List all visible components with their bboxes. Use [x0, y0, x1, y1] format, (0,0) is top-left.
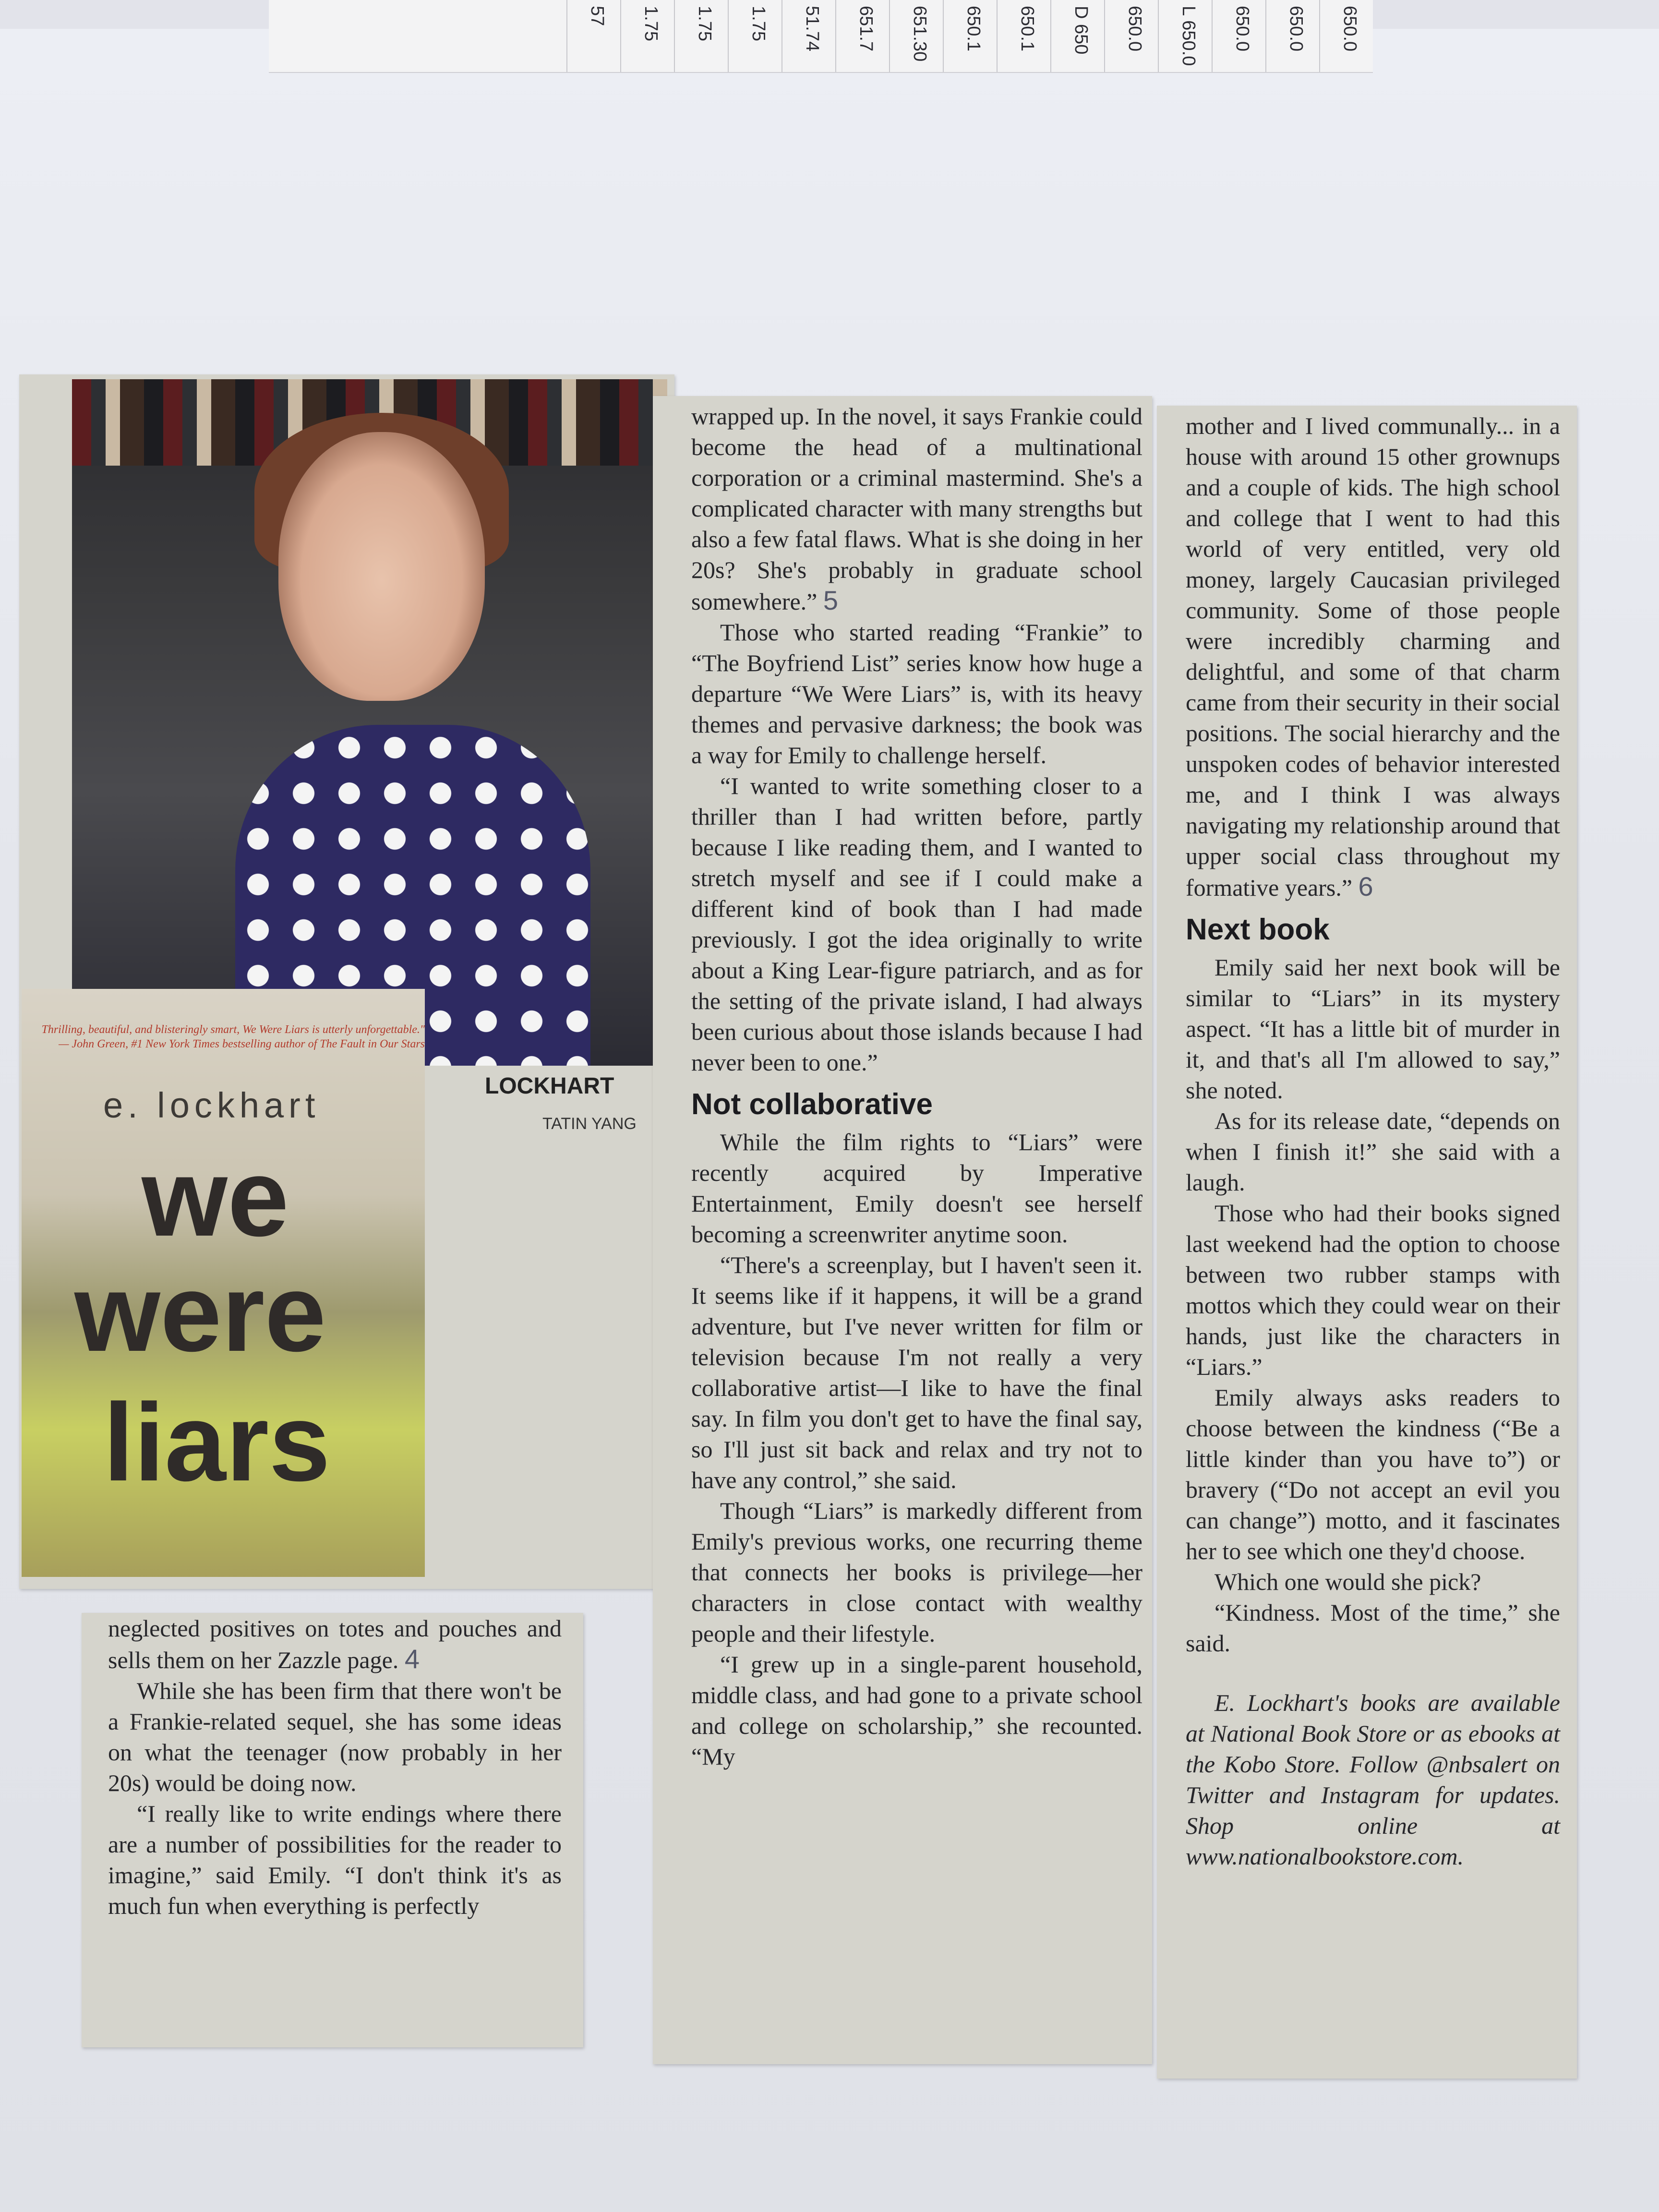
paragraph: As for its release date, “depends on when I finish it!” she said with a laugh.	[1186, 1107, 1560, 1196]
paragraph: “I grew up in a single-parent household, middle class, and had gone to a private school and college on scholarship,” she recounted. “My	[691, 1651, 1142, 1770]
book-cover	[22, 989, 425, 1577]
cover-title-line2: were	[74, 1251, 326, 1374]
pen-mark: 4	[404, 1644, 420, 1674]
section-heading: Not collaborative	[691, 1088, 933, 1121]
cover-author: e. lockhart	[103, 1085, 320, 1125]
index-tab: L 650.0	[1158, 0, 1212, 72]
cover-quote: Thrilling, beautiful, and blisteringly smart, We Were Liars is utterly unforgettable." — John Green, #1 New York Times bestselling author of The Fault in Our Stars	[41, 1023, 425, 1050]
index-tab: 1.75	[620, 0, 674, 72]
paragraph: While she has been firm that there won't be a Frankie-related sequel, she has some ideas on what the teenager (now probably in her 20s) would be doing now.	[108, 1677, 562, 1796]
paragraph: Emily always asks readers to choose between the kindness (“Be a little kinder than you have to”) or bravery (“Do not accept an evil you can change”) motto, and it fascinates her to see which one they'd choose.	[1186, 1384, 1560, 1564]
paragraph: “There's a screenplay, but I haven't seen it. It seems like if it happens, it will be a grand adventure, but I've never written for film or television because I'm not really a very collaborative artist—I like to have the final say. In film you don't get to have the final say, so I'll just sit back and relax and try not to have any control,” she said.	[691, 1251, 1142, 1493]
index-tab: 650.1	[997, 0, 1050, 72]
paragraph: Though “Liars” is markedly different from Emily's previous works, one recurring theme that connects her books is privilege—her characters in close contact with wealthy people and their lifestyle.	[691, 1497, 1142, 1647]
column-1-text	[108, 1613, 562, 1921]
index-tab: 650.0	[1319, 0, 1373, 72]
paragraph: Those who had their books signed last weekend had the option to choose between two rubber stamps with mottos which they could wear on their hands, just like the characters in “Liars.”	[1186, 1200, 1560, 1380]
pen-mark: 6	[1358, 871, 1373, 902]
index-tab: 57	[566, 0, 620, 72]
cover-title-line1: we	[142, 1136, 289, 1259]
author-photo	[72, 379, 667, 1066]
index-tab: 651.30	[889, 0, 943, 72]
paragraph: “I wanted to write something closer to a thriller than I had written before, partly because I like reading them, and I wanted to stretch myself and see if I could make a different kind of book than I had made previously. I got the idea originally to write about a King Lear-figure patriarch, and as for the setting of the private island, I had always been curious about those islands because I had never been to one.”	[691, 772, 1142, 1076]
footer-note: E. Lockhart's books are available at National Book Store or as ebooks at the Kobo Store. Follow @nbsalert on Twitter and Instagram for updates. Shop online at www.nationalbookstore.com.	[1186, 1689, 1560, 1870]
paragraph: “I really like to write endings where there are a number of possibilities for the reader to imagine,” said Emily. “I don't think it's as much fun when everything is perfectly	[108, 1800, 562, 1919]
paragraph: Emily said her next book will be similar to “Liars” in its mystery aspect. “It has a little bit of murder in it, and that's all I'm allowed to say,” she noted.	[1186, 954, 1560, 1104]
paragraph: “Kindness. Most of the time,” she said.	[1186, 1599, 1560, 1657]
index-tab: D 650	[1050, 0, 1104, 72]
paragraph: neglected positives on totes and pouches and sells them on her Zazzle page. 4	[108, 1615, 562, 1674]
column-2-text	[691, 401, 1142, 1772]
section-heading: Next book	[1186, 913, 1330, 946]
index-tab: 650.0	[1265, 0, 1319, 72]
paragraph: Those who started reading “Frankie” to “The Boyfriend List” series know how huge a departure “We Were Liars” is, with its heavy themes and pervasive darkness; the book was a way for Emily to challenge herself.	[691, 619, 1142, 769]
paragraph: mother and I lived communally... in a house with around 15 other grownups and a couple of kids. The high school and college that I went to had this world of very entitled, very old money, largely Caucasian privileged community. Some of those people were incredibly charming and delightful, and some of that charm came from their security in their social positions. The social hierarchy and the unspoken codes of behavior interested me, and I think I was always navigating my relationship around that upper social class throughout my formative years.” 6	[1186, 412, 1560, 902]
index-tab: 650.0	[1104, 0, 1158, 72]
cover-title-line3: liars	[103, 1381, 331, 1504]
index-tab: 651.7	[835, 0, 889, 72]
paragraph: While the film rights to “Liars” were recently acquired by Imperative Entertainment, Emily doesn't see herself becoming a screenwriter anytime soon.	[691, 1129, 1142, 1248]
photo-caption-name: LOCKHART	[485, 1073, 614, 1099]
index-tab: 650.1	[943, 0, 997, 72]
index-tab: 1.75	[674, 0, 728, 72]
ledger-index-tabs	[269, 0, 1373, 73]
photo-caption-credit: TATIN YANG	[542, 1115, 637, 1133]
pen-mark: 5	[823, 585, 839, 615]
column-3-text	[1186, 410, 1560, 1872]
index-tab: 51.74	[781, 0, 835, 72]
paragraph: wrapped up. In the novel, it says Frankie could become the head of a multinational corporation or a criminal mastermind. She's a complicated character with many strengths but also a few fatal flaws. What is she doing in her 20s? She's probably in graduate school somewhere.” 5	[691, 403, 1142, 615]
index-tab: 1.75	[728, 0, 781, 72]
face-shape	[278, 432, 485, 701]
paragraph: Which one would she pick?	[1214, 1568, 1481, 1595]
index-tab: 650.0	[1212, 0, 1265, 72]
